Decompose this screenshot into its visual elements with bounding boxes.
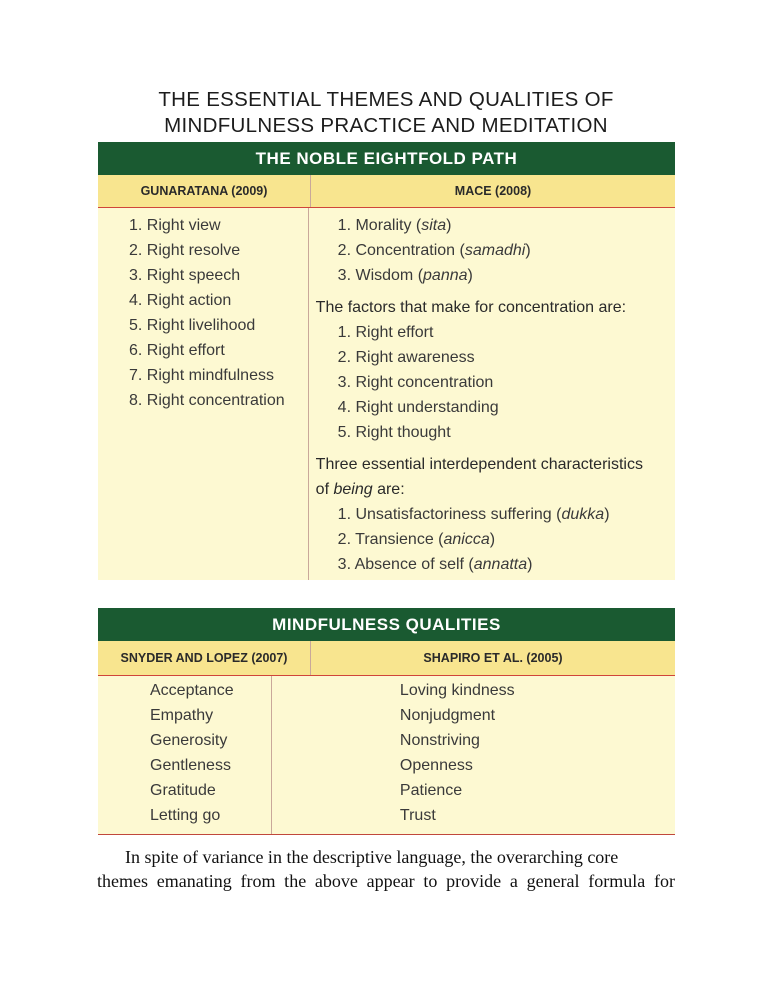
- mindfulness-qualities-table: [98, 608, 675, 833]
- list-item: 7. Right mindfulness: [129, 367, 274, 384]
- mace-header: MACE (2008): [454, 184, 532, 198]
- list-item: Trust: [399, 807, 436, 824]
- mace-column: [309, 208, 675, 580]
- list-item: 3. Absence of self (annatta): [337, 556, 533, 573]
- list-item: Acceptance: [150, 682, 234, 699]
- title-line-1: THE ESSENTIAL THEMES AND QUALITIES OF: [158, 88, 614, 111]
- shapiro-column: [272, 676, 675, 834]
- list-item: 4. Right action: [129, 292, 232, 309]
- qualities-column-headers: [98, 641, 675, 676]
- list-item: 2. Concentration (samadhi): [337, 242, 531, 259]
- list-item: 5. Right livelihood: [129, 317, 256, 334]
- list-item: 8. Right concentration: [129, 392, 285, 409]
- list-item: 1. Unsatisfactoriness suffering (dukka): [337, 506, 610, 523]
- list-item: Loving kindness: [399, 682, 515, 699]
- eightfold-path-table: [98, 142, 675, 580]
- title-line-2: MINDFULNESS PRACTICE AND MEDITATION: [164, 114, 608, 137]
- list-item: Nonstriving: [399, 732, 480, 749]
- page-title: [0, 87, 772, 139]
- eightfold-column-headers: [98, 175, 675, 208]
- list-item: Letting go: [150, 807, 221, 824]
- list-item: Empathy: [150, 707, 214, 724]
- characteristics-lead: Three essential interdependent characteristics of being are:: [315, 456, 643, 498]
- shapiro-header: SHAPIRO ET AL. (2005): [423, 651, 563, 665]
- list-item: 3. Right concentration: [337, 374, 494, 391]
- list-item: 2. Transience (anicca): [337, 531, 496, 548]
- body-paragraph: [97, 845, 675, 893]
- eightfold-body: [98, 208, 675, 580]
- snyder-lopez-column: [98, 676, 272, 834]
- list-item: Openness: [399, 757, 473, 774]
- gunaratana-column: [98, 208, 309, 580]
- list-item: 2. Right resolve: [129, 242, 241, 259]
- qualities-body: [98, 676, 675, 835]
- concentration-lead: The factors that make for concentration are:: [315, 299, 627, 316]
- list-item: Generosity: [150, 732, 228, 749]
- list-item: 6. Right effort: [129, 342, 225, 359]
- list-item: 2. Right awareness: [337, 349, 475, 366]
- list-item: Patience: [399, 782, 463, 799]
- paragraph-line-1: In spite of variance in the descriptive language, the overarching core: [125, 847, 619, 867]
- eightfold-banner: THE NOBLE EIGHTFOLD PATH: [98, 142, 675, 175]
- list-item: 3. Wisdom (panna): [337, 267, 473, 284]
- list-item: Gratitude: [150, 782, 216, 799]
- list-item: 3. Right speech: [129, 267, 241, 284]
- list-item: 1. Right effort: [337, 324, 434, 341]
- list-item: Gentleness: [150, 757, 231, 774]
- qualities-banner: MINDFULNESS QUALITIES: [98, 608, 675, 641]
- list-item: 1. Morality (sita): [337, 217, 452, 234]
- paragraph-line-2: themes emanating from the above appear to provide a general formula for: [97, 871, 675, 891]
- snyder-lopez-header: SNYDER AND LOPEZ (2007): [98, 641, 311, 675]
- list-item: 4. Right understanding: [337, 399, 499, 416]
- list-item: Nonjudgment: [399, 707, 496, 724]
- list-item: 1. Right view: [129, 217, 221, 234]
- list-item: 5. Right thought: [337, 424, 451, 441]
- gunaratana-header: GUNARATANA (2009): [98, 175, 311, 207]
